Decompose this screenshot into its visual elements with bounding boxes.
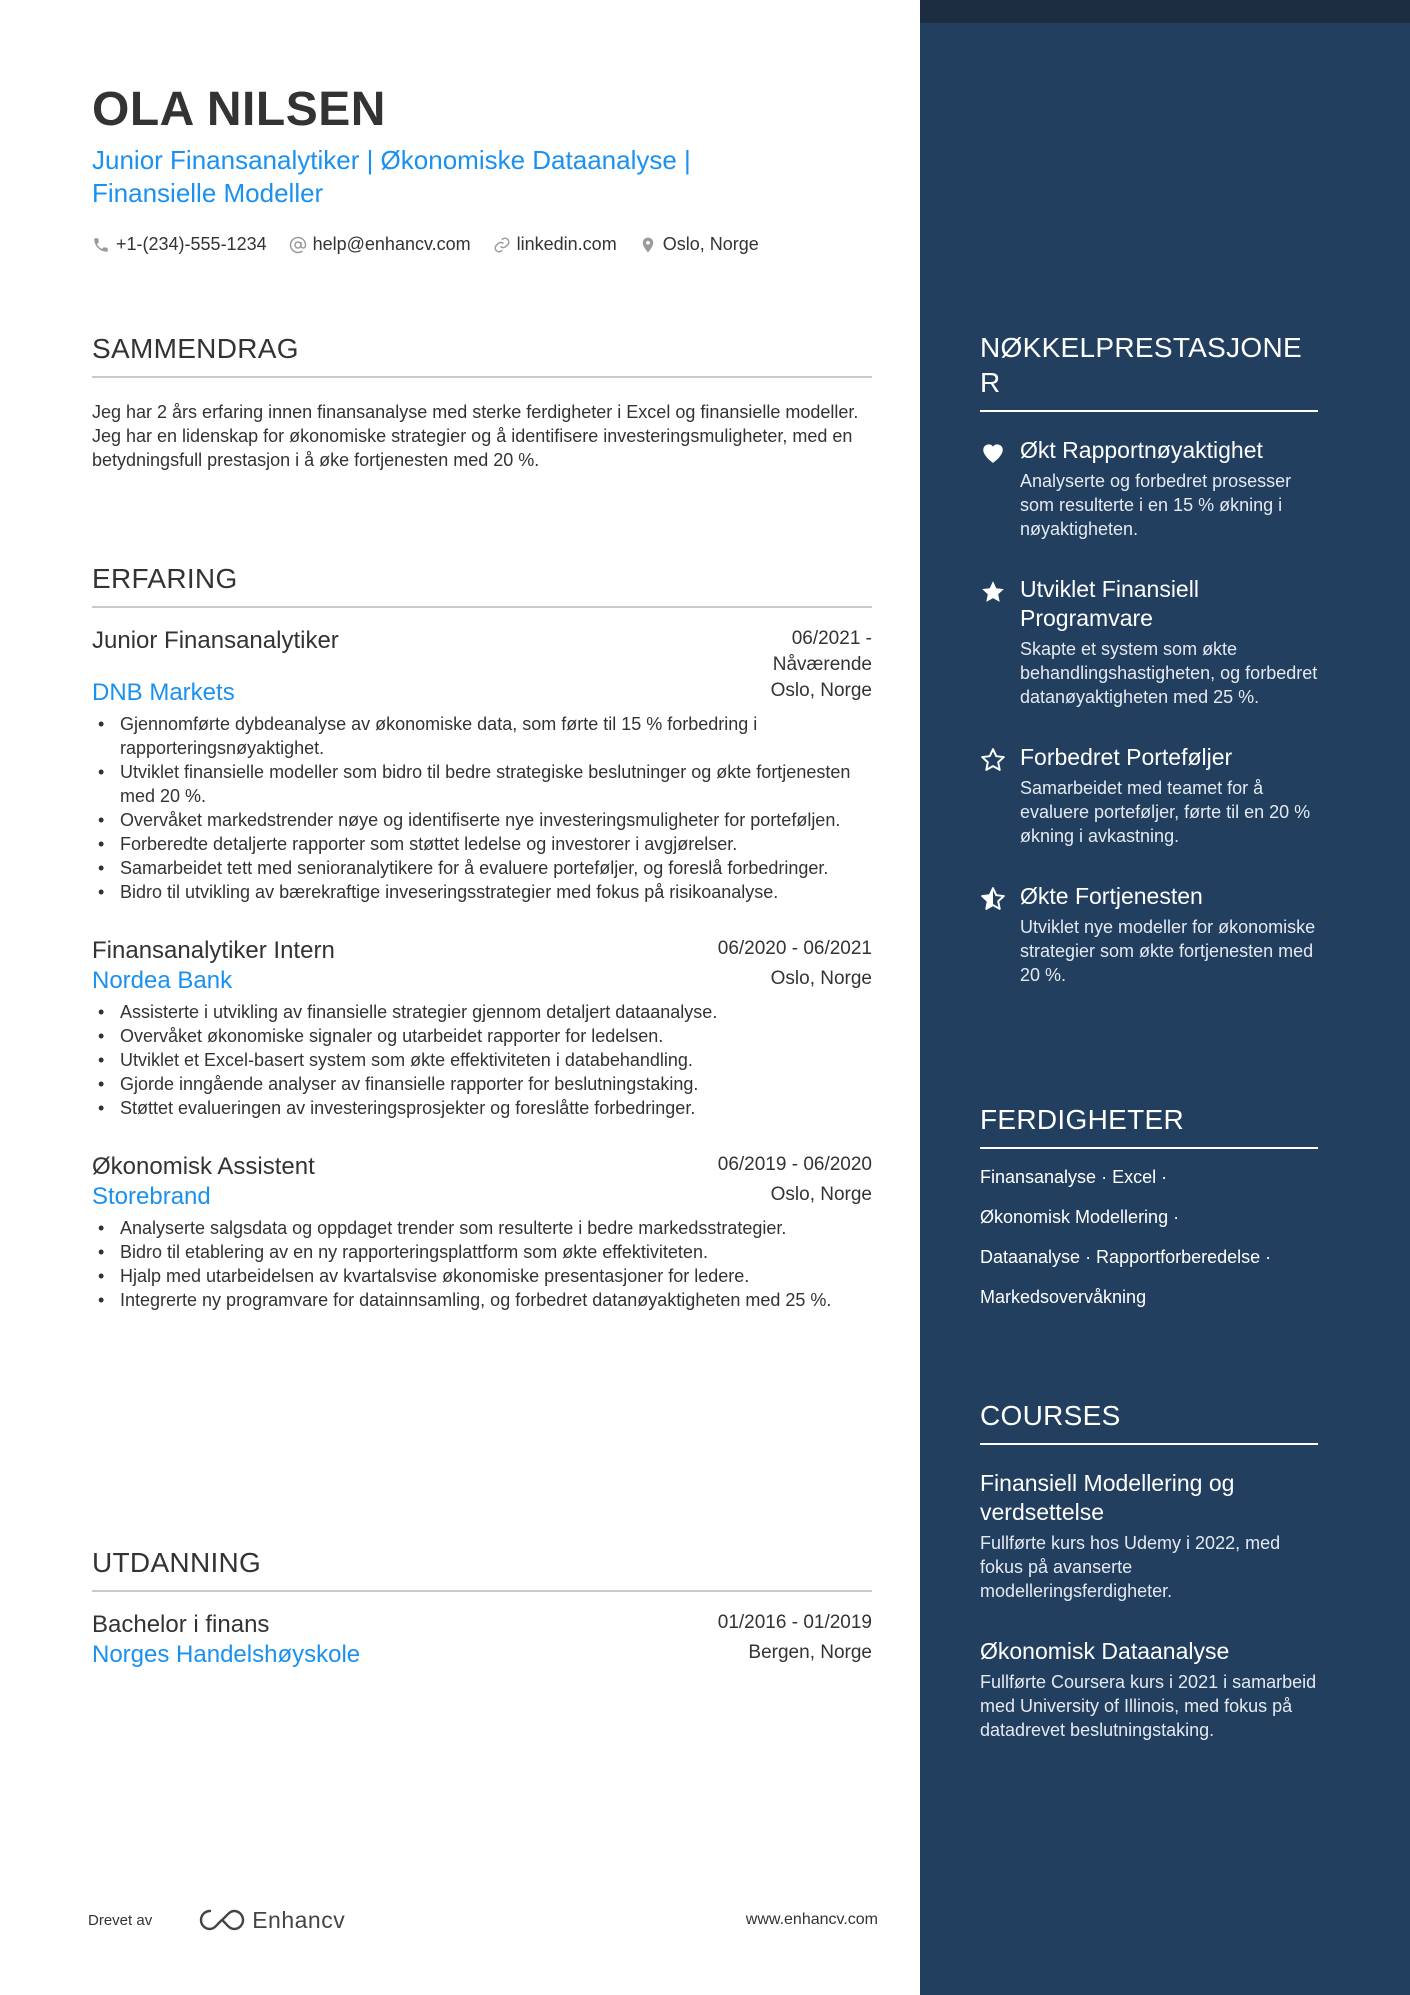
achievement-desc: Skapte et system som økte behandlingshastigheten, og forbedret datanøyaktigheten med 25 %. (1020, 639, 1318, 707)
achievement-desc: Samarbeidet med teamet for å evaluere porteføljer, førte til en 20 % økning i avkastning. (1020, 778, 1311, 846)
contact-website[interactable] (493, 234, 617, 255)
bullet-item: • Forberedte detaljerte rapporter som støttet ledelse og investorer i avgjørelser. (92, 832, 872, 856)
education-entry (92, 1610, 872, 1670)
link-icon (493, 236, 511, 254)
job-title: Økonomisk Assistent (92, 1153, 315, 1180)
skill-line: Økonomisk Modellering · (980, 1207, 1180, 1227)
job-location: Oslo, Norge (770, 968, 872, 989)
bullet-item: • Utviklet et Excel-basert system som økte effektiviteten i databehandling. (92, 1048, 872, 1072)
skills-list (980, 1165, 1318, 1309)
achievements-heading: NØKKELPRESTASJONER (980, 330, 1318, 412)
contact-phone[interactable] (92, 234, 267, 255)
courses-heading: COURSES (980, 1398, 1318, 1445)
location-pin-icon (639, 236, 657, 254)
course-title: Finansiell Modellering og verdsettelse (980, 1470, 1235, 1525)
candidate-title: Junior Finansanalytiker | Økonomiske Dataanalyse | Finansielle Modeller (92, 145, 691, 208)
sidebar-top-band (920, 0, 1410, 23)
courses-section (980, 1398, 1318, 1742)
education-heading: UTDANNING (92, 1546, 872, 1592)
job-bullets (92, 1000, 872, 1120)
job-date: 06/2020 - 06/2021 (717, 938, 872, 959)
star-outline-icon (980, 747, 1006, 773)
skills-section (980, 1102, 1318, 1309)
experience-section (92, 562, 872, 1312)
job-date: 06/2021 - Nåværende (772, 628, 872, 675)
company-name: Storebrand (92, 1183, 211, 1210)
bullet-item: • Samarbeidet tett med senioranalytikere for å evaluere porteføljer, og foreslå forbedringer. (92, 856, 872, 880)
achievement-item (980, 436, 1318, 541)
job-title: Finansanalytiker Intern (92, 937, 335, 964)
job-bullets (92, 1216, 872, 1312)
bullet-item: • Bidro til etablering av en ny rapporteringsplattform som økte effektiviteten. (92, 1240, 872, 1264)
job-entry (92, 626, 872, 904)
bullet-item: • Gjennomførte dybdeanalyse av økonomiske data, som førte til 15 % forbedring i rapporteringsnøyaktighet. (92, 712, 872, 760)
bullet-item: • Overvåket økonomiske signaler og utarbeidet rapporter for ledelsen. (92, 1024, 872, 1048)
bullet-item: • Gjorde inngående analyser av finansielle rapporter for beslutningstaking. (92, 1072, 872, 1096)
star-icon (980, 579, 1006, 605)
job-bullets (92, 712, 872, 904)
degree-title: Bachelor i finans (92, 1611, 270, 1638)
bullet-item: • Assisterte i utvikling av finansielle strategier gjennom detaljert dataanalyse. (92, 1000, 872, 1024)
achievement-desc: Analyserte og forbedret prosesser som resulterte i en 15 % økning i nøyaktigheten. (1020, 471, 1292, 539)
bullet-item: • Bidro til utvikling av bærekraftige inveseringsstrategier med fokus på risikoanalyse. (92, 880, 872, 904)
contact-bar (92, 234, 872, 255)
infinity-logo-icon (198, 1907, 246, 1933)
job-entry (92, 1152, 872, 1312)
skill-line: Finansanalyse · Excel · (980, 1167, 1168, 1187)
achievement-item (980, 882, 1318, 987)
job-location: Oslo, Norge (770, 680, 872, 701)
achievement-desc: Utviklet nye modeller for økonomiske strategier som økte fortjenesten med 20 %. (1020, 917, 1316, 985)
achievement-title: Økte Fortjenesten (1020, 883, 1203, 909)
education-section (92, 1546, 872, 1670)
location-text: Oslo, Norge (662, 234, 759, 254)
company-name: Nordea Bank (92, 967, 233, 994)
job-entry (92, 936, 872, 1120)
job-location: Oslo, Norge (770, 1184, 872, 1205)
course-item (980, 1469, 1318, 1603)
powered-by-text: Drevet av (88, 1911, 153, 1929)
job-title: Junior Finansanalytiker (92, 627, 339, 654)
summary-heading: SAMMENDRAG (92, 332, 872, 378)
contact-location (639, 234, 759, 255)
company-name: DNB Markets (92, 679, 235, 706)
skill-line: Markedsovervåkning (980, 1287, 1147, 1307)
summary-text: Jeg har 2 års erfaring innen finansanalyse med sterke ferdigheter i Excel og finansielle modeller. Jeg har en lidenskap for økonomiske strategier og å identifisere investeringsmuligheter, med en betydningsfull prestasjon i å øke fortjenesten med 20 %. (92, 402, 859, 470)
skill-line: Dataanalyse · Rapportforberedelse · (980, 1247, 1272, 1267)
footer (88, 1900, 878, 1940)
achievements-section (980, 330, 1318, 987)
star-half-icon (980, 886, 1006, 912)
summary-section (92, 332, 872, 472)
contact-email[interactable] (289, 234, 471, 255)
achievement-item (980, 575, 1318, 709)
footer-site-link[interactable]: www.enhancv.com (745, 1911, 878, 1928)
education-location: Bergen, Norge (748, 1642, 872, 1663)
course-desc: Fullførte kurs hos Udemy i 2022, med fokus på avanserte modelleringsferdigheter. (980, 1533, 1281, 1601)
achievement-item (980, 743, 1318, 848)
phone-icon (92, 236, 110, 254)
bullet-item: • Analyserte salgsdata og oppdaget trender som resulterte i bedre markedsstrategier. (92, 1216, 872, 1240)
header (92, 80, 872, 255)
bullet-item: • Overvåket markedstrender nøye og identifiserte nye investeringsmuligheter for porteføljen. (92, 808, 872, 832)
education-date: 01/2016 - 01/2019 (717, 1612, 872, 1633)
email-text: help@enhancv.com (312, 234, 471, 254)
achievement-title: Forbedret Porteføljer (1020, 744, 1233, 770)
achievement-title: Økt Rapportnøyaktighet (1020, 437, 1263, 463)
achievement-title: Utviklet Finansiell Programvare (1020, 576, 1199, 631)
bullet-item: • Integrerte ny programvare for datainnsamling, og forbedret datanøyaktigheten med 25 %. (92, 1288, 872, 1312)
heart-icon (980, 440, 1006, 464)
bullet-item: • Hjalp med utarbeidelsen av kvartalsvise økonomiske presentasjoner for ledere. (92, 1264, 872, 1288)
course-desc: Fullførte Coursera kurs i 2021 i samarbeid med University of Illinois, med fokus på datadrevet beslutningstaking. (980, 1672, 1317, 1740)
bullet-item: • Støttet evalueringen av investeringsprosjekter og foreslåtte forbedringer. (92, 1096, 872, 1120)
school-name: Norges Handelshøyskole (92, 1641, 361, 1668)
brand-name: Enhancv (252, 1906, 346, 1933)
enhancv-logo[interactable] (198, 1907, 345, 1934)
job-date: 06/2019 - 06/2020 (717, 1154, 872, 1175)
bullet-item: • Utviklet finansielle modeller som bidro til bedre strategiske beslutninger og økte fortjenesten med 20 %. (92, 760, 872, 808)
skills-heading: FERDIGHETER (980, 1102, 1318, 1149)
candidate-name: OLA NILSEN (92, 83, 386, 136)
at-icon (289, 236, 307, 254)
course-item (980, 1637, 1318, 1742)
phone-text: +1-(234)-555-1234 (116, 234, 267, 254)
experience-heading: ERFARING (92, 562, 872, 608)
website-text: linkedin.com (516, 234, 617, 254)
course-title: Økonomisk Dataanalyse (980, 1638, 1230, 1664)
